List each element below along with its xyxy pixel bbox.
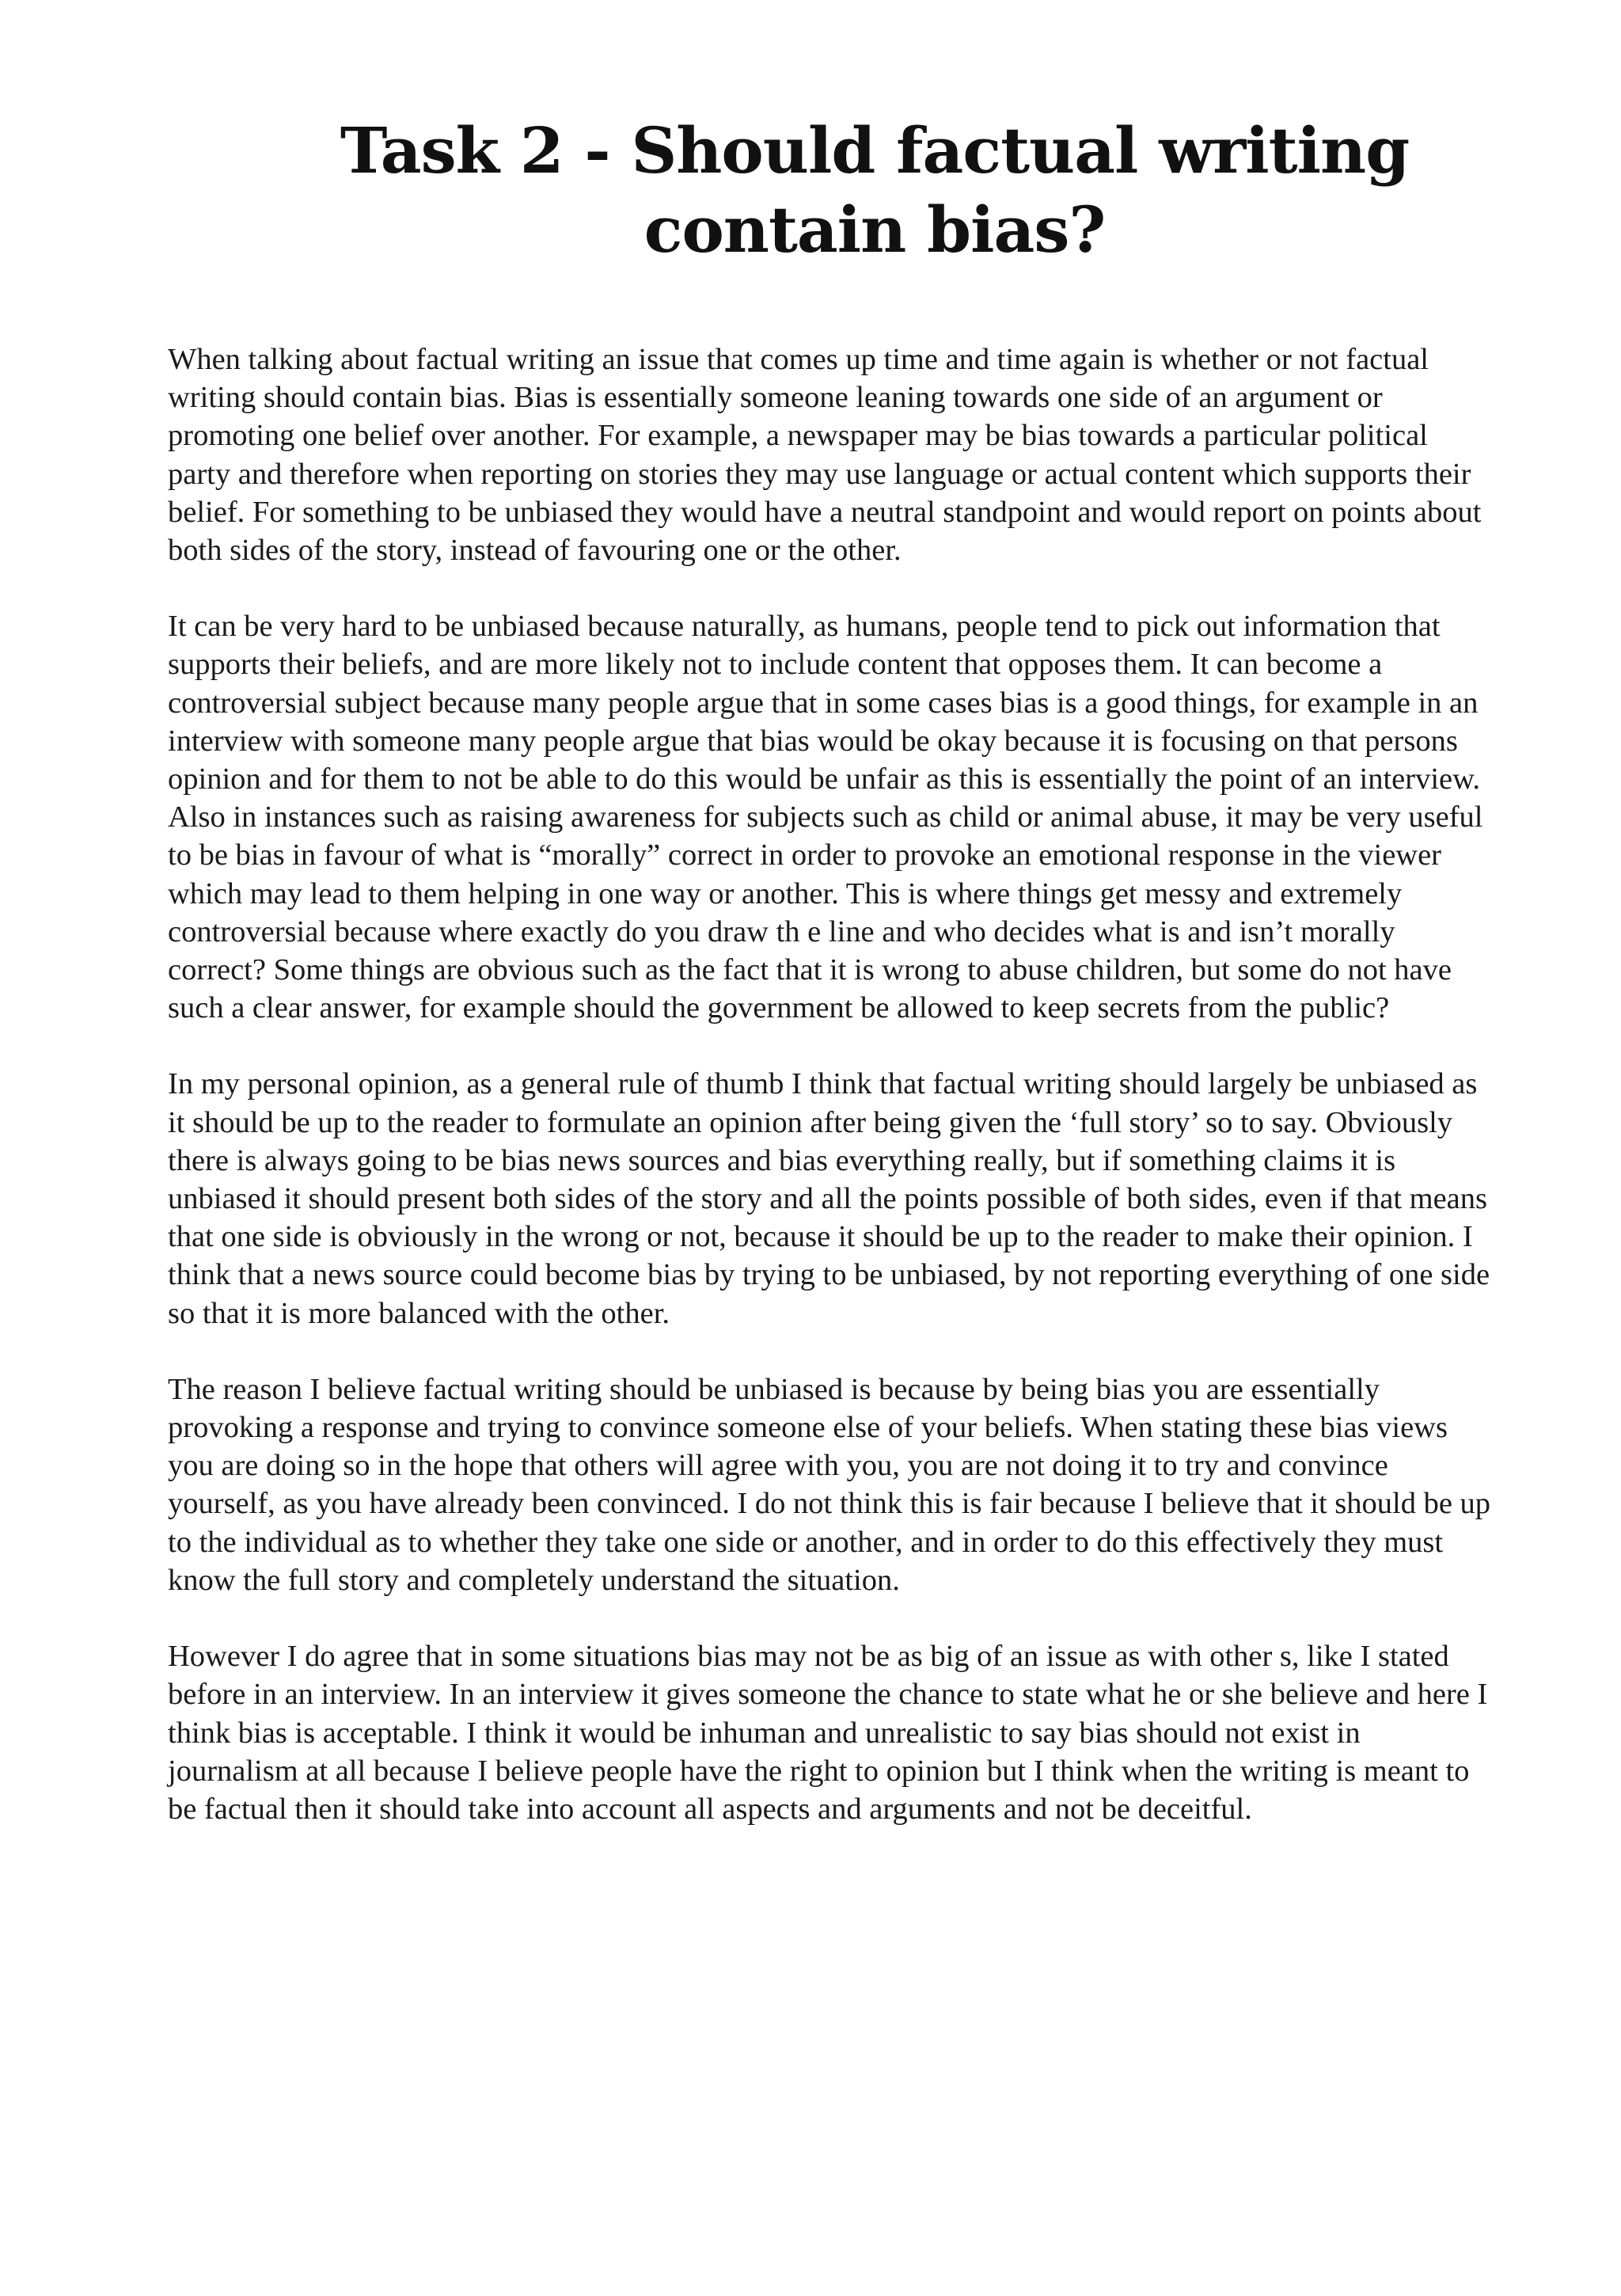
document-title: Task 2 - Should factual writing contain bias?: [340, 113, 1410, 267]
paragraph-4: The reason I believe factual writing should be unbiased is because by being bias you are essentially provoking a response and trying to convince someone else of your beliefs. When stating these bias views you are doing so in the hope that others will agree with you, you are not doing it to try and convince yourself, as you have already been convinced. I do not think this is fair because I believe that it should be up to the individual as to whether they take one side or another, and in order to do this effectively they must know the full story and completely understand the situation.: [168, 1372, 1491, 1597]
document-body: [168, 340, 1498, 1866]
paragraph-5: However I do agree that in some situations bias may not be as big of an issue as with other s, like I stated before in an interview. In an interview it gives someone the chance to state what he or she believe and here I think bias is acceptable. I think it would be inhuman and unrealistic to say bias should not exist in journalism at all because I believe people have the right to opinion but I think when the writing is meant to be factual then it should take into account all aspects and arguments and not be deceitful.: [168, 1640, 1488, 1826]
paragraph-1: When talking about factual writing an issue that comes up time and time again is whether or not factual writing should contain bias. Bias is essentially someone leaning towards one side of an argument or promoting one belief over another. For example, a newspaper may be bias towards a particular political party and therefore when reporting on stories they may use language or actual content which supports their belief. For something to be unbiased they would have a neutral standpoint and would report on points about both sides of the story, instead of favouring one or the other.: [168, 343, 1482, 568]
paragraph-3: In my personal opinion, as a general rule of thumb I think that factual writing should largely be unbiased as it should be up to the reader to formulate an opinion after being given the ‘full story’ so to say. Obviously there is always going to be bias news sources and bias everything really, but if something claims it is unbiased it should present both sides of the story and all the points possible of both sides, even if that means that one side is obviously in the wrong or not, because it should be up to the reader to make their opinion. I think that a news source could become bias by trying to be unbiased, by not reporting everything of one side so that it is more balanced with the other.: [168, 1067, 1490, 1330]
paragraph-2: It can be very hard to be unbiased because naturally, as humans, people tend to pick out information that supports their beliefs, and are more likely not to include content that opposes them. It can become a controversial subject because many people argue that in some cases bias is a good things, for example in an interview with someone many people argue that bias would be okay because it is focusing on that persons opinion and for them to not be able to do this would be unfair as this is essentially the point of an interview. Also in instances such as raising awareness for subjects such as child or animal abuse, it may be very useful to be bias in favour of what is “morally” correct in order to provoke an emotional response in the viewer which may lead to them helping in one way or another. This is where things get messy and extremely controversial because where exactly do you draw th e line and who decides what is and isn’t morally correct? Some things are obvious such as the fact that it is wrong to abuse children, but some do not have such a clear answer, for example should the government be allowed to keep secrets from the public?: [168, 610, 1483, 1025]
